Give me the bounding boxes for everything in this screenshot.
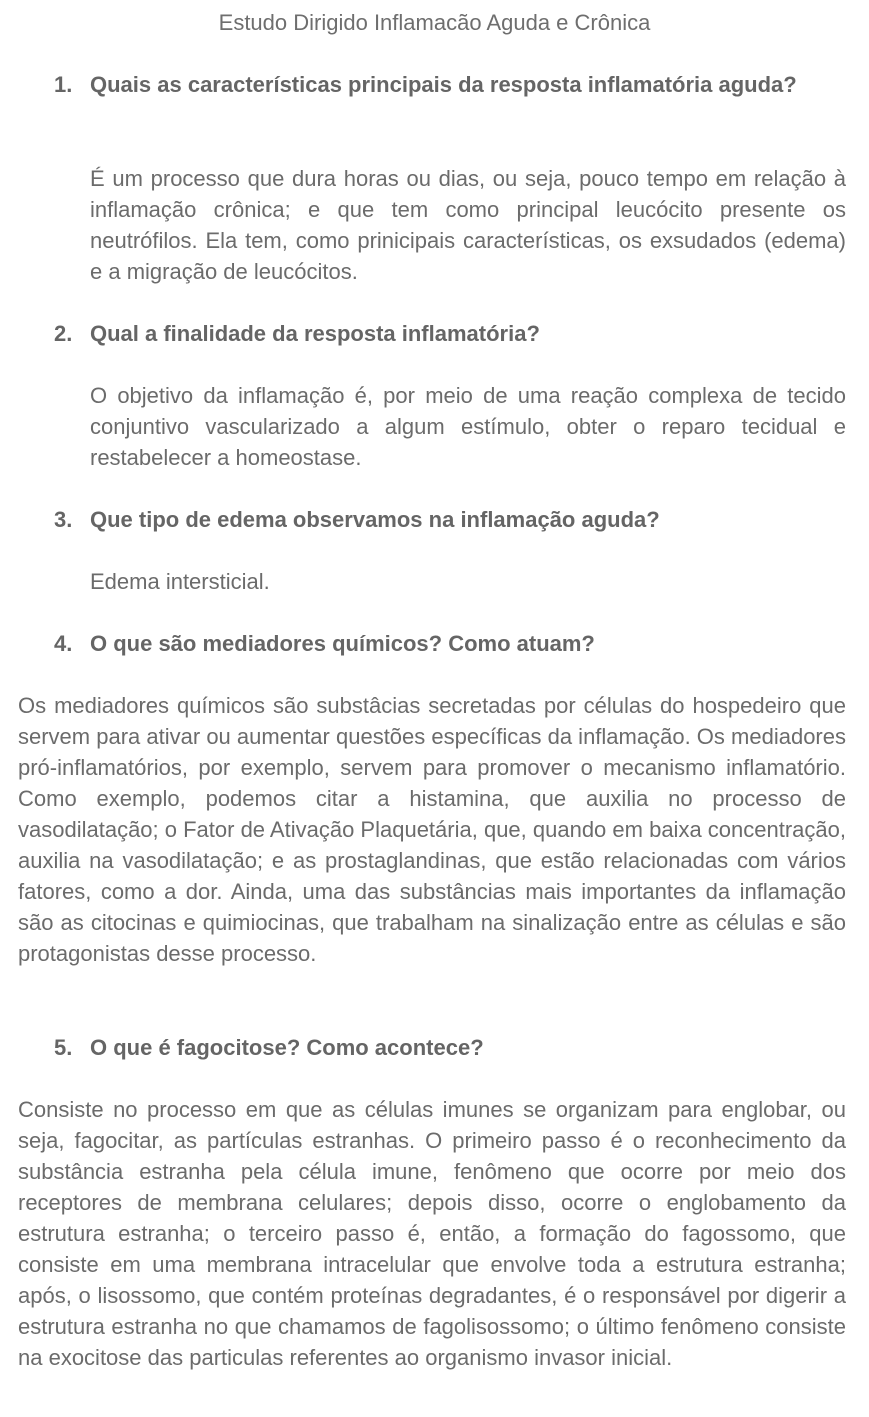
question-4-text: O que são mediadores químicos? Como atuam? <box>90 631 595 656</box>
answer-4: Os mediadores químicos são substâcias secretadas por células do hospedeiro que servem para ativar ou aumentar questões específicas da inflamação. Os mediadores pró-inflamatórios, por exemplo, servem para promover o mecanismo inflamatório. Como exemplo, podemos citar a histamina, que auxilia no processo de vasodilatação; o Fator de Ativação Plaquetária, que, quando em baixa concentração, auxilia na vasodilatação; e as prostaglandinas, que estão relacionadas com vários fatores, como a dor. Ainda, uma das substâncias mais importantes da inflamação são as citocinas e quimiocinas, que trabalham na sinalização entre as células e são protagonistas desse processo. <box>18 693 846 966</box>
question-5-text: O que é fagocitose? Como acontece? <box>90 1035 484 1060</box>
question-4 <box>54 628 846 659</box>
question-5-number: 5. <box>54 1035 73 1060</box>
question-3-number: 3. <box>54 507 73 532</box>
answer-1: É um processo que dura horas ou dias, ou seja, pouco tempo em relação à inflamação crônica; e que tem como principal leucócito presente os neutrófilos. Ela tem, como prinicipais características, os exsudados (edema) e a migração de leucócitos. <box>90 166 846 284</box>
question-1-number: 1. <box>54 72 73 97</box>
question-1-text: Quais as características principais da resposta inflamatória aguda? <box>90 72 797 97</box>
answer-5: Consiste no processo em que as células imunes se organizam para englobar, ou seja, fagocitar, as partículas estranhas. O primeiro passo é o reconhecimento da substância estranha pela célula imune, fenômeno que ocorre por meio dos receptores de membrana celulares; depois disso, ocorre o englobamento da estrutura estranha; o terceiro passo é, então, a formação do fagossomo, que consiste em uma membrana intracelular que envolve toda a estrutura estranha; após, o lisossomo, que contém proteínas degradantes, é o responsável por digerir a estrutura estranha no que chamamos de fagolisossomo; o último fenômeno consiste na exocitose das particulas referentes ao organismo invasor inicial. <box>18 1097 846 1370</box>
question-3 <box>54 504 846 535</box>
question-4-number: 4. <box>54 631 73 656</box>
question-1 <box>54 69 846 100</box>
answer-3: Edema intersticial. <box>90 569 270 594</box>
question-3-text: Que tipo de edema observamos na inflamação aguda? <box>90 507 660 532</box>
question-2-number: 2. <box>54 321 73 346</box>
question-2-text: Qual a finalidade da resposta inflamatória? <box>90 321 540 346</box>
document-title: Estudo Dirigido Inflamacão Aguda e Crônica <box>218 10 651 35</box>
answer-2: O objetivo da inflamação é, por meio de uma reação complexa de tecido conjuntivo vascularizado a algum estímulo, obter o reparo tecidual e restabelecer a homeostase. <box>90 383 846 470</box>
question-2 <box>54 318 846 349</box>
question-5 <box>54 1032 846 1063</box>
